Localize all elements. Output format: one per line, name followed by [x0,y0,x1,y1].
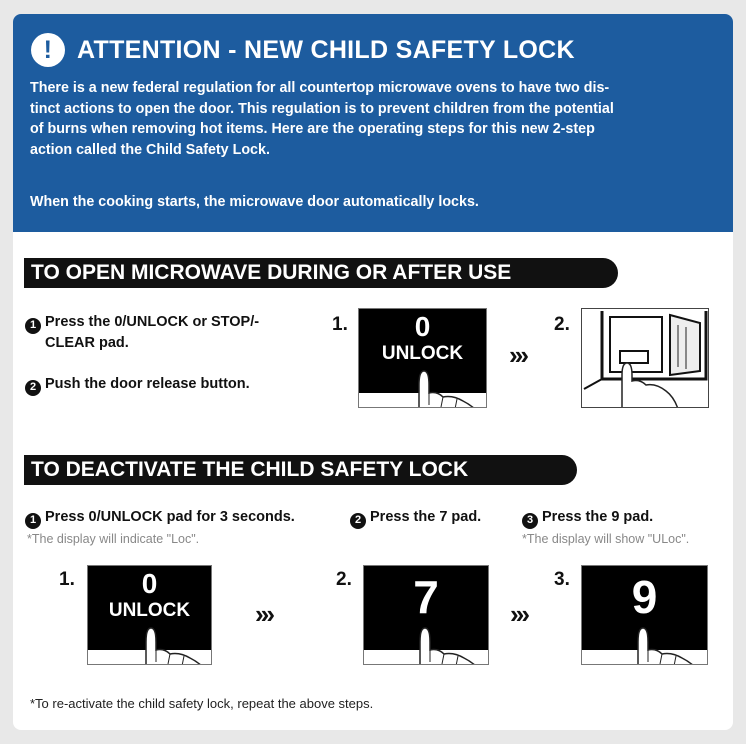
seven-pad-image [363,565,489,665]
open-step-2 [25,374,250,396]
deactivate-section-heading: TO DEACTIVATE THE CHILD SAFETY LOCK [24,455,577,485]
exclamation-icon: ! [31,33,65,67]
open-step-2-text: Push the door release button. [45,376,250,392]
open-step-1 [25,312,259,334]
unlock-pad-image [87,565,212,665]
banner-body [30,78,720,160]
finger-press-icon [134,622,204,665]
deactivate-step-3 [522,507,653,529]
banner-body-line: There is a new federal regulation for all countertop microwave ovens to have two dis- [30,80,610,96]
arrows-icon: ››› [255,599,272,629]
open-section-heading: TO OPEN MICROWAVE DURING OR AFTER USE [24,258,618,288]
banner-title-row [31,31,575,69]
pad-digit: 0 [141,568,158,599]
finger-press-icon [407,365,477,408]
pad-digit: 9 [631,571,658,623]
open-image-index-2: 2. [554,314,570,335]
deactivate-step-1-text: Press 0/UNLOCK pad for 3 seconds. [45,509,295,525]
step-number-badge: 2 [25,380,41,396]
nine-pad-image [581,565,708,665]
step-number-badge: 1 [25,318,41,334]
deactivate-step-2-text: Press the 7 pad. [370,509,482,525]
finger-press-icon [408,622,478,665]
open-image-index-1: 1. [332,314,348,335]
banner-body-line: of burns when removing hot items. Here are the operating steps for this new 2-step [30,121,595,137]
attention-banner [13,14,733,232]
arrows-icon: ››› [510,599,527,629]
deactivate-image-index-2: 2. [336,569,352,590]
footnote: *To re-activate the child safety lock, repeat the above steps. [30,696,374,711]
deactivate-step-1-note: *The display will indicate "Loc". [27,532,200,546]
open-step-1-text-a: Press the 0/UNLOCK or STOP/- [45,314,260,330]
deactivate-step-3-text: Press the 9 pad. [542,509,654,525]
microwave-door-icon [582,309,709,408]
step-number-badge: 1 [25,513,41,529]
banner-body-line: action called the Child Safety Lock. [30,141,270,158]
banner-note: When the cooking starts, the microwave door automatically locks. [30,194,479,210]
door-release-image [581,308,709,408]
deactivate-step-2 [350,507,481,529]
deactivate-image-index-3: 3. [554,569,570,590]
unlock-pad-image [358,308,487,408]
step-number-badge: 3 [522,513,538,529]
deactivate-image-index-1: 1. [59,569,75,590]
pad-label: UNLOCK [108,600,191,621]
pad-label: UNLOCK [381,343,464,364]
pad-digit: 7 [413,571,439,623]
step-number-badge: 2 [350,513,366,529]
instruction-card [13,14,733,730]
deactivate-step-3-note: *The display will show "ULoc". [522,532,690,546]
deactivate-step-1 [25,507,295,529]
finger-press-icon [626,622,696,665]
banner-title: ATTENTION - NEW CHILD SAFETY LOCK [77,35,575,64]
open-step-1-cont: CLEAR pad. [45,335,129,351]
pad-digit: 0 [414,311,431,342]
banner-body-line: tinct actions to open the door. This regulation is to prevent children from the potential [30,100,614,117]
arrows-icon: ››› [509,340,526,370]
